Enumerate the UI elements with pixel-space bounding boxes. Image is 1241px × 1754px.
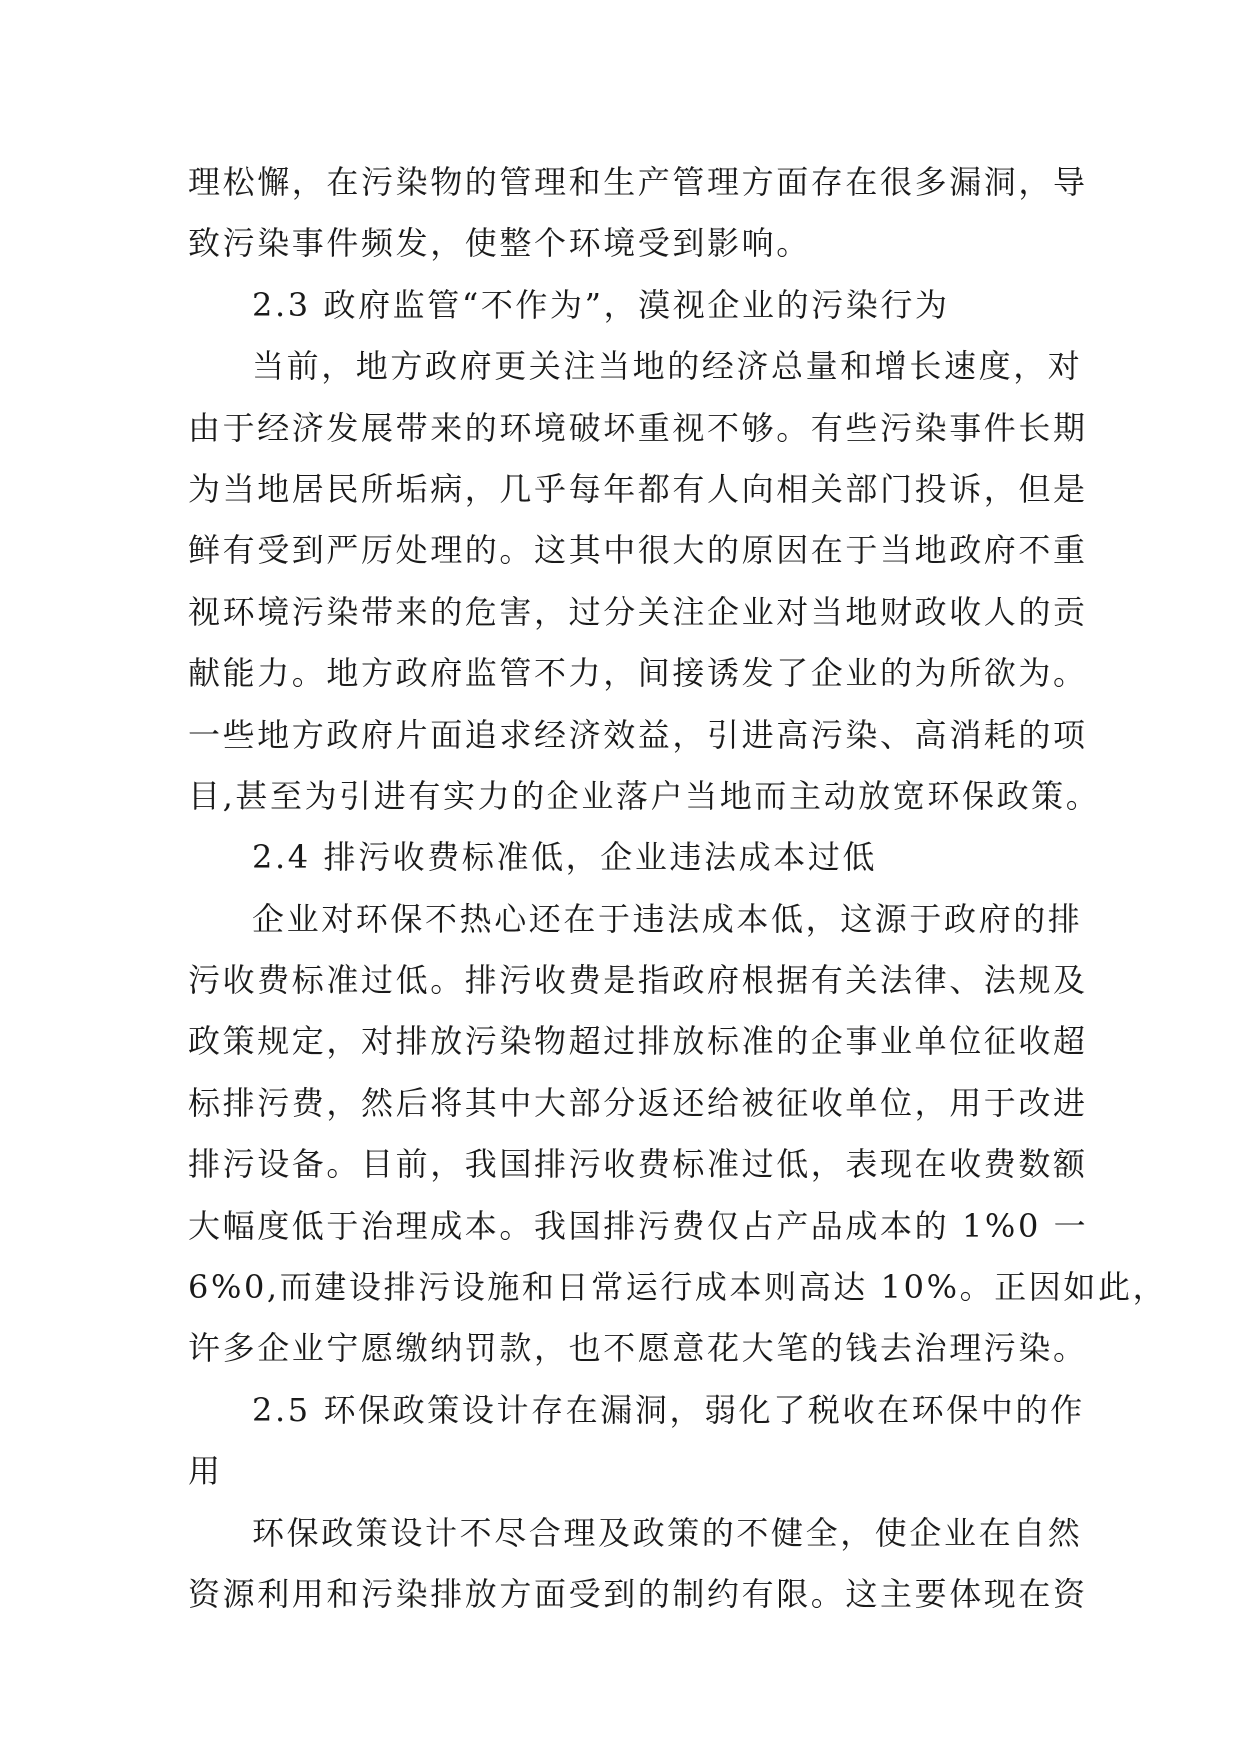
section-heading-2-5: 2.5 环保政策设计存在漏洞，弱化了税收在环保中的作	[252, 1390, 1085, 1429]
section-heading-2-3: 2.3 政府监管“不作为”，漠视企业的污染行为	[252, 285, 950, 324]
text-line-24: 资源利用和污染排放方面受到的制约有限。这主要体现在资	[188, 1574, 1088, 1613]
text-line-23: 环保政策设计不尽合理及政策的不健全，使企业在自然	[252, 1513, 1083, 1552]
text-line-17: 排污设备。目前，我国排污收费标准过低，表现在收费数额	[188, 1145, 1088, 1184]
text-line-4: 当前，地方政府更关注当地的经济总量和增长速度，对	[252, 347, 1083, 386]
text-line-2: 致污染事件频发，使整个环境受到影响。	[188, 224, 811, 263]
text-line-6: 为当地居民所垢病，几乎每年都有人向相关部门投诉，但是	[188, 469, 1088, 508]
text-line-10: 一些地方政府片面追求经济效益，引进高污染、高消耗的项	[188, 715, 1088, 754]
text-line-16: 标排污费，然后将其中大部分返还给被征收单位，用于改进	[188, 1083, 1088, 1122]
text-line-5: 由于经济发展带来的环境破坏重视不够。有些污染事件长期	[188, 408, 1088, 447]
text-line-15: 政策规定，对排放污染物超过排放标准的企事业单位征收超	[188, 1022, 1088, 1061]
text-line-13: 企业对环保不热心还在于违法成本低，这源于政府的排	[252, 899, 1083, 938]
text-line-7: 鲜有受到严厉处理的。这其中很大的原因在于当地政府不重	[188, 531, 1088, 570]
section-heading-2-4: 2.4 排污收费标准低，企业违法成本过低	[252, 838, 878, 877]
text-line-8: 视环境污染带来的危害，过分关注企业对当地财政收人的贡	[188, 592, 1088, 631]
text-line-20: 许多企业宁愿缴纳罚款，也不愿意花大笔的钱去治理污染。	[188, 1329, 1088, 1368]
text-line-11: 目,甚至为引进有实力的企业落户当地而主动放宽环保政策。	[188, 776, 1101, 815]
section-heading-2-5-continued: 用	[188, 1452, 223, 1491]
text-line-1: 理松懈，在污染物的管理和生产管理方面存在很多漏洞，导	[188, 163, 1088, 201]
text-line-14: 污收费标准过低。排污收费是指政府根据有关法律、法规及	[188, 961, 1088, 1000]
text-line-9: 献能力。地方政府监管不力，间接诱发了企业的为所欲为。	[188, 654, 1088, 693]
text-line-19: 6%0,而建设排污设施和日常运行成本则高达 10%。正因如此，	[188, 1268, 1168, 1307]
text-line-18: 大幅度低于治理成本。我国排污费仅占产品成本的 1%0 一	[188, 1206, 1089, 1245]
document-page	[188, 152, 1168, 1625]
